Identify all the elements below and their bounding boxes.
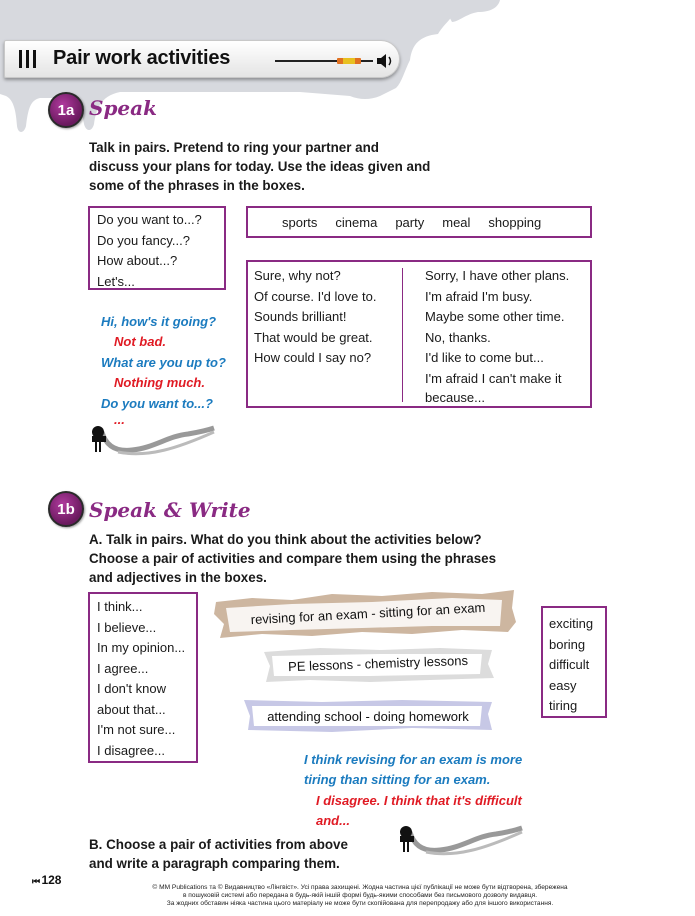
phrase-item: I'm afraid I can't make it [425,370,562,386]
instruction-line: discuss your plans for today. Use the ideas given and [89,159,431,174]
dialogue-line: Do you want to...? [101,396,213,411]
dialogue-line: ... [114,412,125,427]
dialogue-line: I think revising for an exam is more [304,752,523,767]
adjective-item: boring [549,636,586,652]
copyright-line: За жодних обставин ніяка частина цього матеріалу не може бути скопійована для перепродажу або для іншого використання. [166,900,554,907]
instruction-line: Choose a pair of activities and compare them using the phrases [89,551,497,566]
phrase-item: Maybe some other time. [425,309,565,324]
phrase-item: Sure, why not? [254,268,341,283]
adjective-item: exciting [549,616,594,631]
dialogue-line: Hi, how's it going? [101,314,217,329]
phrase-item: Let's... [97,273,135,289]
section-badge-1b: 1b [48,491,84,527]
dialogue-line: What are you up to? [101,355,226,370]
dialogue-line: Not bad. [114,334,166,349]
phrase-item: Sorry, I have other plans. [425,268,570,283]
phrase-item: I don't know [97,681,166,696]
instruction-1b-a [89,530,509,587]
phrase-item: Do you want to...? [97,212,202,227]
instruction-1b-b [89,835,389,873]
page-title: Pair work activities [53,47,231,69]
instruction-1a [89,138,449,195]
dialogue-line: tiring than sitting for an exam. [304,772,491,787]
phrase-item: I disagree... [97,742,165,758]
instruction-line: and write a paragraph comparing them. [89,856,340,871]
phrase-item: I'd like to come but... [425,350,544,365]
adjective-item: easy [549,677,577,693]
section-title-speak-write: Speak & Write [89,498,251,522]
copyright-line: в пошуковій системі або передана в будь-якій іншій формі будь-якими способами без письмового дозволу видавця. [182,892,538,899]
back-arrows-icon: ⏮ [32,876,39,886]
copyright-notice [100,884,620,908]
dialogue-line: and... [316,813,350,828]
phrase-item: I agree... [97,660,149,676]
activity-pair: attending school - doing homework [267,708,469,724]
idea-item: sports [282,214,318,230]
telephone-cord-icon [396,822,526,862]
speaker-icon[interactable] [275,53,395,69]
adjectives-box [541,606,607,718]
adjective-item: tiring [549,698,578,713]
suggest-phrases-box [88,206,226,290]
page-number [32,873,61,887]
phrase-item: Sounds brilliant! [254,309,347,324]
section-title-speak: Speak [89,96,157,120]
activity-pair: PE lessons - chemistry lessons [287,652,469,674]
phrase-item: I believe... [97,619,157,635]
section-badge-1a: 1a [48,92,84,128]
phrase-item: That would be great. [254,329,373,345]
responses-box [246,260,592,408]
opinion-phrases-box [88,592,198,763]
instruction-line: some of the phrases in the boxes. [89,178,305,193]
phrase-item: I'm not sure... [97,722,176,737]
phrase-item: I think... [97,599,143,614]
instruction-line: and adjectives in the boxes. [89,570,267,585]
instruction-line: A. Talk in pairs. What do you think about the activities below? [89,532,482,547]
instruction-line: B. Choose a pair of activities from above [89,837,348,852]
copyright-line: © MM Publications та © Видавництво «Лінгвіст». Усі права захищені. Жодна частина цієї публікації не може бути відтворена, збережена [152,884,568,891]
refuse-phrases [425,266,569,407]
bars-icon [19,50,37,68]
telephone-cord-icon [88,422,218,462]
phrase-item: Do you fancy...? [97,232,190,248]
idea-item: shopping [488,214,542,230]
phrase-item: I'm afraid I'm busy. [425,288,533,304]
instruction-line: Talk in pairs. Pretend to ring your partner and [89,140,379,155]
dialogue-line: I disagree. I think that it's difficult [316,793,522,808]
phrase-item: How about...? [97,253,178,268]
idea-item: cinema [335,214,378,230]
phrase-item: because... [425,390,485,405]
adjective-item: difficult [549,657,590,672]
accept-phrases [254,266,376,369]
idea-item: party [395,214,425,230]
phrase-item: In my opinion... [97,640,186,655]
ideas-box [246,206,592,238]
phrase-item: about that... [97,701,166,717]
idea-item: meal [442,214,471,230]
header-bar [4,40,400,78]
dialogue-line: Nothing much. [114,375,205,390]
activity-pair: revising for an exam - sitting for an exam [250,599,486,627]
phrase-item: No, thanks. [425,329,491,345]
column-divider [402,268,403,402]
phrase-item: Of course. I'd love to. [254,288,377,304]
phrase-item: How could I say no? [254,350,372,365]
page-number-text: 128 [41,873,62,887]
